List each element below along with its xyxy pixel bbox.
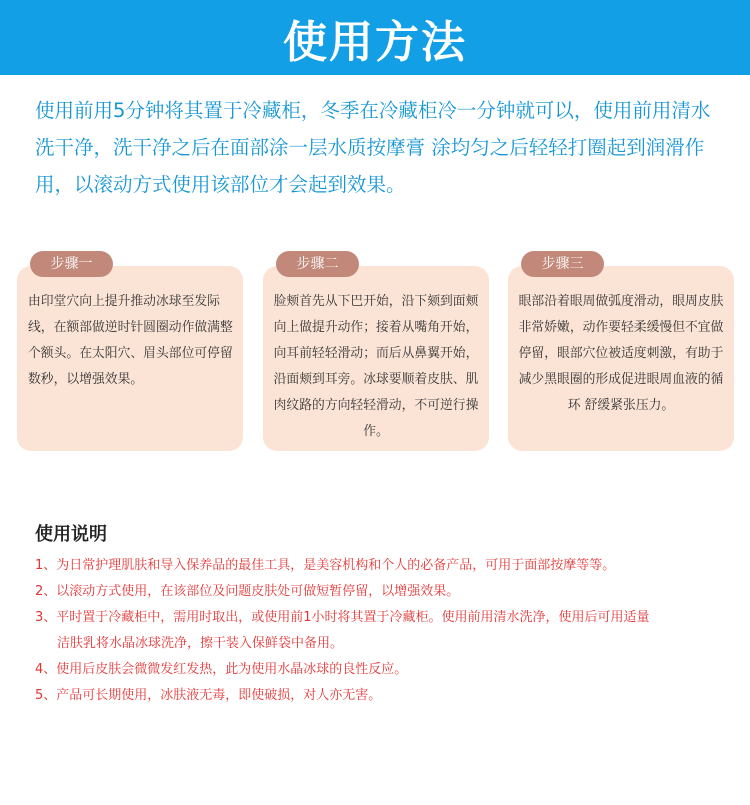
usage-list bbox=[35, 553, 735, 709]
usage-item-3-continued: 洁肤乳将水晶冰球洗净，擦干装入保鲜袋中备用。 bbox=[57, 636, 344, 651]
step-badge-2: 步骤二 bbox=[276, 251, 359, 277]
step-text-2: 脸颊首先从下巴开始，沿下颏到面颊向上做提升动作；接着从嘴角开始，向耳前轻轻滑动；而后从鼻翼开始，沿面颊到耳旁。冰球要顺着皮肤、肌肉纹路的方向轻轻滑动，不可逆行操作。 bbox=[273, 294, 479, 439]
header-bar bbox=[0, 0, 750, 75]
usage-item-2: 2、以滚动方式使用，在该部位及问题皮肤处可做短暂停留，以增强效果。 bbox=[35, 584, 460, 599]
usage-item-4: 4、使用后皮肤会微微发红发热，此为使用水晶冰球的良性反应。 bbox=[35, 662, 408, 677]
step-text-3: 眼部沿着眼周做弧度滑动，眼周皮肤非常娇嫩，动作要轻柔缓慢但不宜做停留，眼部穴位被适度刺激，有助于减少黑眼圈的形成促进眼周血液的循环 舒缓紧张压力。 bbox=[518, 294, 724, 413]
usage-title: 使用说明 bbox=[35, 524, 107, 545]
usage-item-3: 3、平时置于冷藏柜中，需用时取出，或使用前1小时将其置于冷藏柜。使用前用清水洗净，使用后可用适量 bbox=[35, 610, 650, 625]
step-text-1: 由印堂穴向上提升推动冰球至发际线，在额部做逆时针圆圈动作做满整个额头。在太阳穴、眉头部位可停留数秒，以增强效果。 bbox=[28, 294, 233, 387]
step-badge-3: 步骤三 bbox=[521, 251, 604, 277]
page-title: 使用方法 bbox=[283, 16, 467, 68]
usage-item-1: 1、为日常护理肌肤和导入保养品的最佳工具，是美容机构和个人的必备产品，可用于面部按摩等等。 bbox=[35, 558, 616, 573]
usage-item-5: 5、产品可长期使用，冰肤液无毒，即使破损，对人亦无害。 bbox=[35, 688, 382, 703]
intro-paragraph: 使用前用5分钟将其置于冷藏柜，冬季在冷藏柜冷一分钟就可以，使用前用清水洗干净，洗干净之后在面部涂一层水质按摩膏 涂均匀之后轻轻打圈起到润滑作用，以滚动方式使用该部位才会起到效果。 bbox=[35, 99, 711, 196]
step-badge-1: 步骤一 bbox=[30, 251, 113, 277]
